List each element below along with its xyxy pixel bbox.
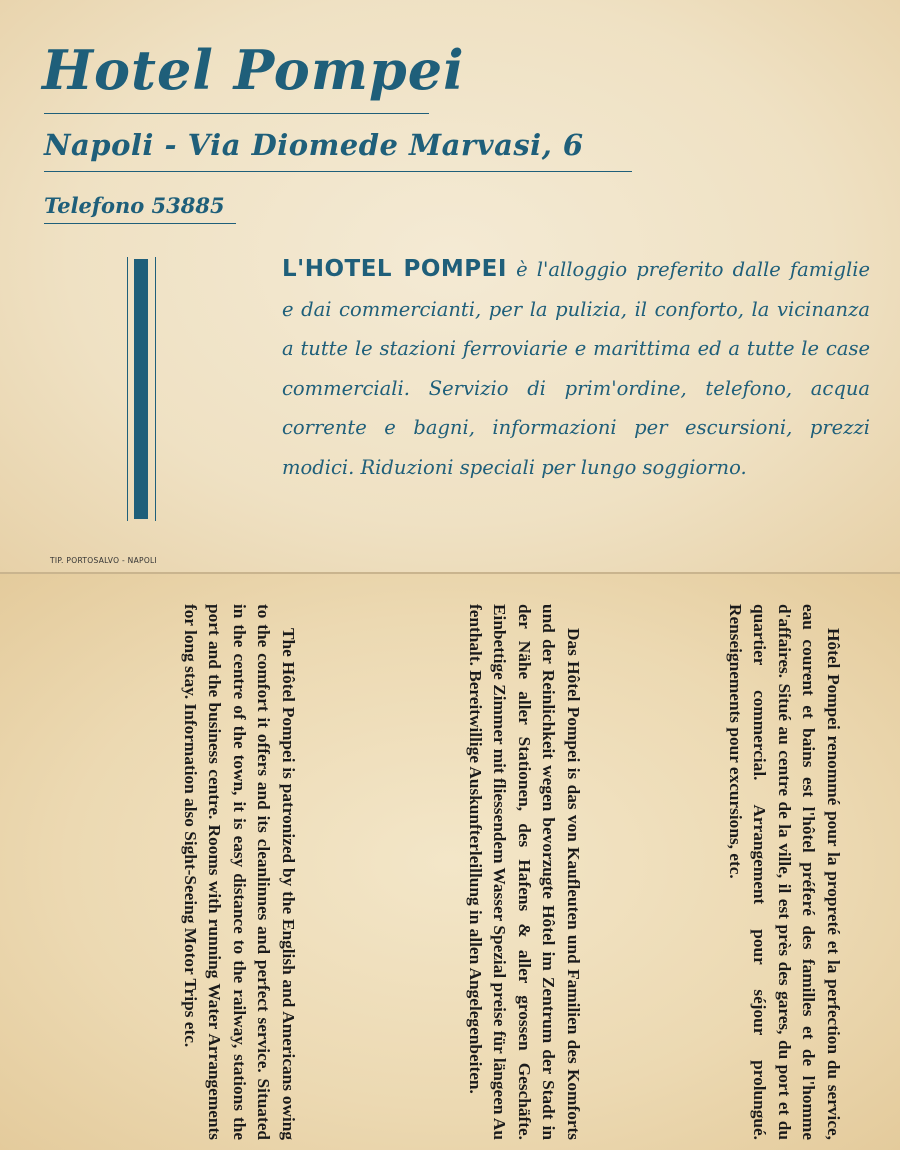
description-lead: L'HOTEL POMPEI xyxy=(282,256,507,282)
hotel-address: Napoli - Via Diomede Marvasi, 6 xyxy=(44,128,584,162)
german-text: Das Hôtel Pompei is das von Kaufleuten und Familien des Komforts und der Reinlichkeit wegen bevorzugte Hôtel im Zentrum der Stadt in der Nähe aller Stationen, des Hafens & aller grossen Geschäfte. Einbettige Zimmer mit fliessendem Wasser Spezial preise für längeen Au fenthalt. Bereitwillige Auskunfterleillung in allen Angelegenbeiten. xyxy=(466,604,583,1140)
card-back xyxy=(0,574,900,1150)
printer-imprint: TIP. PORTOSALVO - NAPOLI xyxy=(50,556,158,565)
decorative-bar xyxy=(134,259,148,519)
french-text: Hôtel Pompei renommé pour la propreté et la perfection du service, eau courent et bains est l'hôtel préferé des familles et de l'homme d'affaires. Situé au centre de la ville, il est près des gares, du port et du quartier commercial. Arrangement pour séjour prolungué. Renseignements pour excursions, etc. xyxy=(726,604,843,1140)
french-column xyxy=(721,604,845,1140)
title-underline xyxy=(44,113,429,114)
hotel-phone: Telefono 53885 xyxy=(44,193,225,218)
hotel-description xyxy=(282,250,870,487)
hotel-title: Hotel Pompei xyxy=(42,38,465,102)
english-text: The Hôtel Pompei is patronized by the English and Americans owing to the comfort it offers and its cleanlinnes and perfect service. Situated in the centre of the town, it is easy distance to the railway, stations the port and the business centre. Rooms with running Water Arrangements for long stay. Information also Sight-Seeing Motor Trips etc. xyxy=(181,604,298,1140)
german-column xyxy=(461,604,585,1140)
decorative-bar-left-line xyxy=(127,257,128,521)
english-column xyxy=(176,604,300,1140)
address-underline xyxy=(44,171,632,172)
phone-underline xyxy=(44,223,236,224)
card-front xyxy=(0,0,900,572)
decorative-bar-right-line xyxy=(155,257,156,521)
description-rest: è l'alloggio preferito dalle famiglie e dai commercianti, per la pulizia, il conforto, la vicinanza a tutte le stazioni ferroviarie e marittima ed a tutte le case commerciali. Servizio di prim'ordine, telefono, acqua corrente e bagni, informazioni per escursioni, prezzi modici. Riduzioni speciali per lungo soggiorno. xyxy=(282,258,870,479)
